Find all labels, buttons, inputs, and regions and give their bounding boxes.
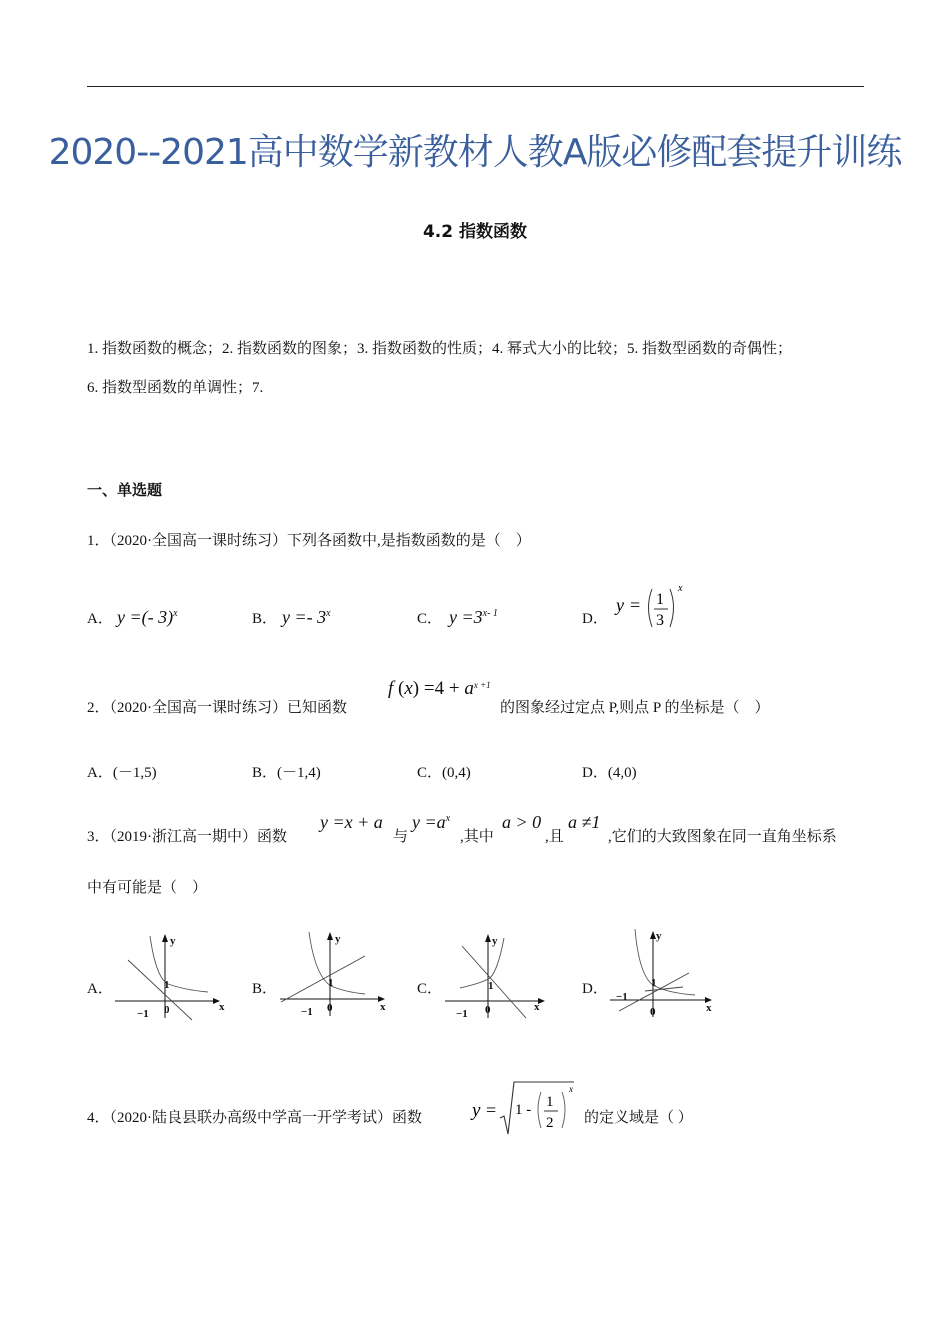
q3-option-c-label: C． <box>417 981 443 997</box>
question-3-stem-line2: 中有可能是（ ） <box>87 880 208 896</box>
exp-curve <box>150 936 208 992</box>
x-label: x <box>219 1001 225 1013</box>
question-3-stem-5: ,它们的大致图象在同一直角坐标系 <box>608 829 837 845</box>
option-label: C． <box>417 611 443 627</box>
question-3-stem-2: 与 <box>393 829 409 845</box>
x-label: x <box>534 1001 540 1013</box>
tick-one-label: 1 <box>164 979 170 991</box>
q2-option-a: A．(－1,5) <box>87 765 157 781</box>
origin-label: 0 <box>650 1006 656 1018</box>
topics-line-2: 6. 指数型函数的单调性；7. <box>87 380 264 396</box>
svg-text:1: 1 <box>656 591 664 608</box>
y-axis-arrow-icon <box>327 932 333 940</box>
q1-option-a <box>87 607 178 628</box>
svg-text:1: 1 <box>546 1094 554 1110</box>
q1-formula-c: $y =3^{x- 1}$ <box>449 607 498 627</box>
option-label: B． <box>252 611 278 627</box>
svg-text:=: = <box>630 595 641 615</box>
page-title: 2020--2021高中数学新教材人教A版必修配套提升训练 <box>48 132 902 173</box>
q3-formula-1: y =x + a <box>320 812 383 832</box>
page-subtitle: 4.2 指数函数 <box>422 222 528 242</box>
y-label: y <box>170 935 176 947</box>
tick-one-label: 1 <box>651 977 657 989</box>
q4-formula <box>470 1078 582 1138</box>
q3-option-a-label: A． <box>87 981 113 997</box>
svg-text:3: 3 <box>656 612 664 629</box>
linear-line <box>281 956 365 1002</box>
svg-text:y: y <box>616 595 624 615</box>
question-3-stem-4: ,且 <box>545 829 564 845</box>
question-2-stem-post: 的图象经过定点 P,则点 P 的坐标是（ ） <box>500 700 770 716</box>
svg-text:x: x <box>569 1084 573 1094</box>
q1-option-d <box>582 583 683 629</box>
y-label: y <box>335 933 341 945</box>
tick-one-label: 1 <box>328 977 334 989</box>
tick-neg-label: −1 <box>616 991 628 1003</box>
origin-label: 0 <box>485 1004 491 1016</box>
svg-text:=: = <box>486 1100 497 1120</box>
svg-text:x: x <box>678 583 683 594</box>
q2-option-d: D．(4,0) <box>582 765 637 781</box>
q1-option-b <box>252 607 331 628</box>
y-label: y <box>492 935 498 947</box>
tick-one-label: 1 <box>488 980 494 992</box>
question-1-stem: 1．（2020·全国高一课时练习）下列各函数中,是指数函数的是（ ） <box>87 533 531 549</box>
q2-formula: f $(x) =4 + a^{x +1}$ <box>388 678 491 699</box>
topics-line-1: 1. 指数函数的概念；2. 指数函数的图象；3. 指数函数的性质；4. 幂式大小的比较；5. 指数型函数的奇偶性； <box>87 341 793 357</box>
x-label: x <box>380 1001 386 1013</box>
q1-formula-d <box>612 583 692 639</box>
q3-option-d-label: D． <box>582 981 608 997</box>
y-label: y <box>656 930 662 942</box>
tick-neg-label: −1 <box>137 1008 149 1020</box>
svg-text:y: y <box>472 1100 481 1121</box>
q2-option-c: C．(0,4) <box>417 765 471 781</box>
origin-label: 0 <box>164 1004 170 1016</box>
header-rule <box>87 86 864 87</box>
svg-text:1 -: 1 - <box>515 1102 532 1118</box>
q3-graph-d <box>605 925 730 1020</box>
q3-formula-4: a ≠1 <box>568 812 601 832</box>
q1-option-c <box>417 607 498 628</box>
linear-line <box>462 946 526 1018</box>
q3-formula-2: $y =a^x$ <box>412 812 451 832</box>
x-label: x <box>706 1002 712 1014</box>
tick-neg-label: −1 <box>456 1008 468 1020</box>
q1-formula-b: y =- 3$^x$ <box>282 607 331 627</box>
option-label: A． <box>87 611 113 627</box>
question-4-stem-pre: 4．（2020·陆良县联办高级中学高一开学考试）函数 <box>87 1110 422 1126</box>
q3-formula-3: a > 0 <box>502 812 542 832</box>
origin-label: 0 <box>327 1002 333 1014</box>
option-label: D． <box>582 611 608 627</box>
q3-option-b-label: B． <box>252 981 278 997</box>
q3-graph-c <box>440 928 565 1023</box>
question-3-stem-3: ,其中 <box>460 829 494 845</box>
q2-option-b: B．(－1,4) <box>252 765 321 781</box>
question-2-stem-pre: 2．（2020·全国高一课时练习）已知函数 <box>87 700 347 716</box>
q3-graph-b <box>275 926 400 1021</box>
question-4-stem-post: 的定义域是（ ） <box>584 1110 693 1126</box>
tick-neg-label: −1 <box>301 1006 313 1018</box>
y-axis-arrow-icon <box>485 934 491 942</box>
q3-graph-a <box>110 928 235 1023</box>
exp-curve <box>635 929 695 995</box>
y-axis-arrow-icon <box>162 934 168 942</box>
question-3-stem-1: 3．（2019·浙江高一期中）函数 <box>87 829 287 845</box>
q1-formula-a: y =(- 3)$^x$ <box>117 607 178 627</box>
section-heading: 一、单选题 <box>87 483 163 499</box>
svg-text:2: 2 <box>546 1115 554 1131</box>
